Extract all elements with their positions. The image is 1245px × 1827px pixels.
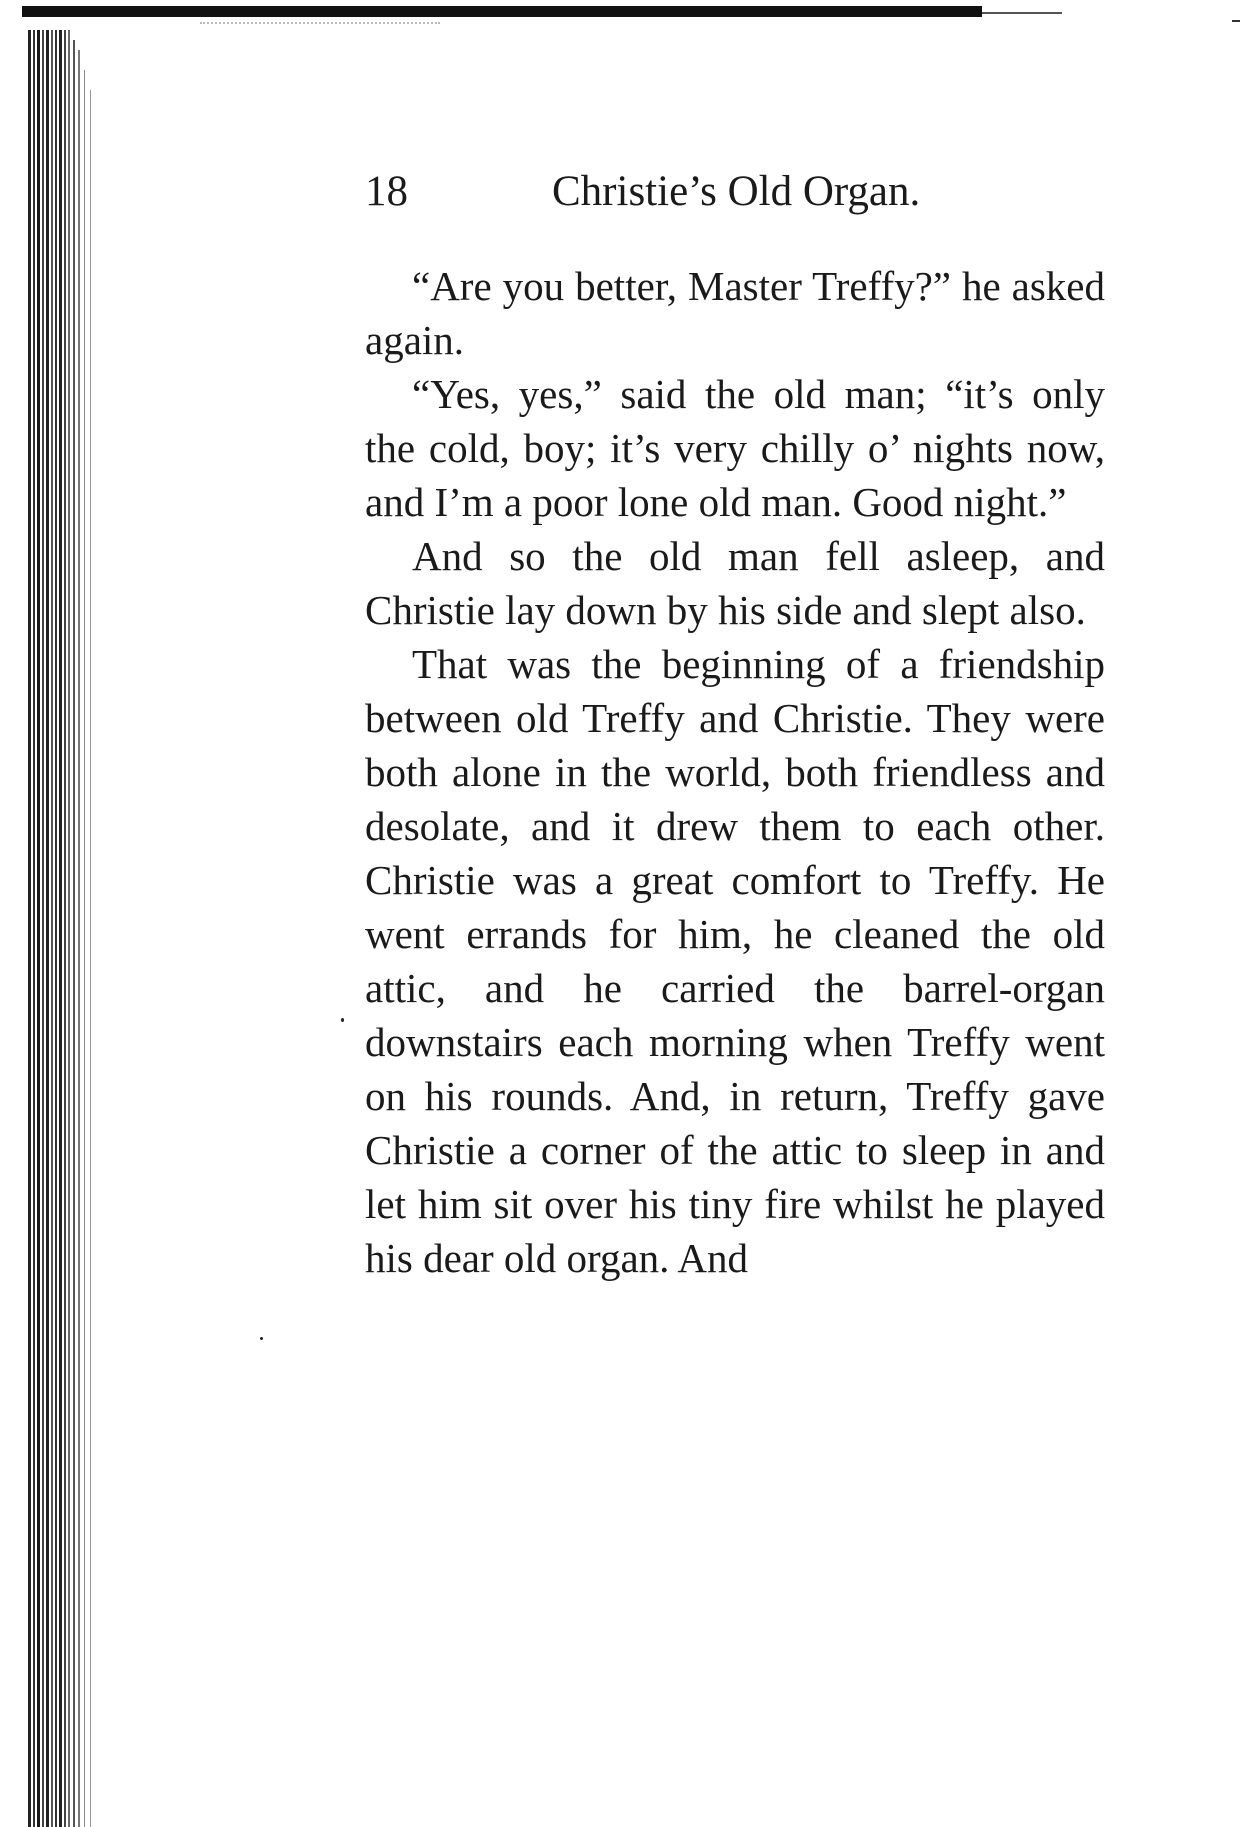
scan-specks <box>200 22 440 27</box>
top-edge-thin-line <box>982 12 1062 14</box>
paragraph-1: “Are you better, Master Treffy?” he asked again. <box>365 263 1105 363</box>
scan-mark <box>1232 20 1240 22</box>
top-edge-shadow <box>22 6 982 17</box>
book-spine-gutter <box>28 30 108 1827</box>
body-text <box>365 259 1105 1285</box>
gutter-lines-graphic <box>28 30 108 1827</box>
ink-speck <box>341 1018 344 1022</box>
page-number: 18 <box>365 168 408 215</box>
page-header <box>365 162 965 222</box>
paragraph-4: That was the beginning of a friendship between old Treffy and Christie. They were both alone in the world, both friendless and desolate, and it drew them to each other. Christie was a great comfort to Treffy. He went errands for him, he cleaned the old attic, and he carried the barrel-organ downstairs each morning when Treffy went on his rounds. And, in return, Treffy gave Christie a corner of the attic to sleep in and let him sit over his tiny fire whilst he played his dear old organ. And <box>365 641 1105 1281</box>
paragraph-2: “Yes, yes,” said the old man; “it’s only the cold, boy; it’s very chilly o’ nights now, and I’m a poor lone old man. Good night.” <box>365 371 1105 525</box>
ink-speck <box>260 1337 263 1340</box>
running-title: Christie’s Old Organ. <box>552 168 921 215</box>
paragraph-3: And so the old man fell asleep, and Christie lay down by his side and slept also. <box>365 533 1105 633</box>
